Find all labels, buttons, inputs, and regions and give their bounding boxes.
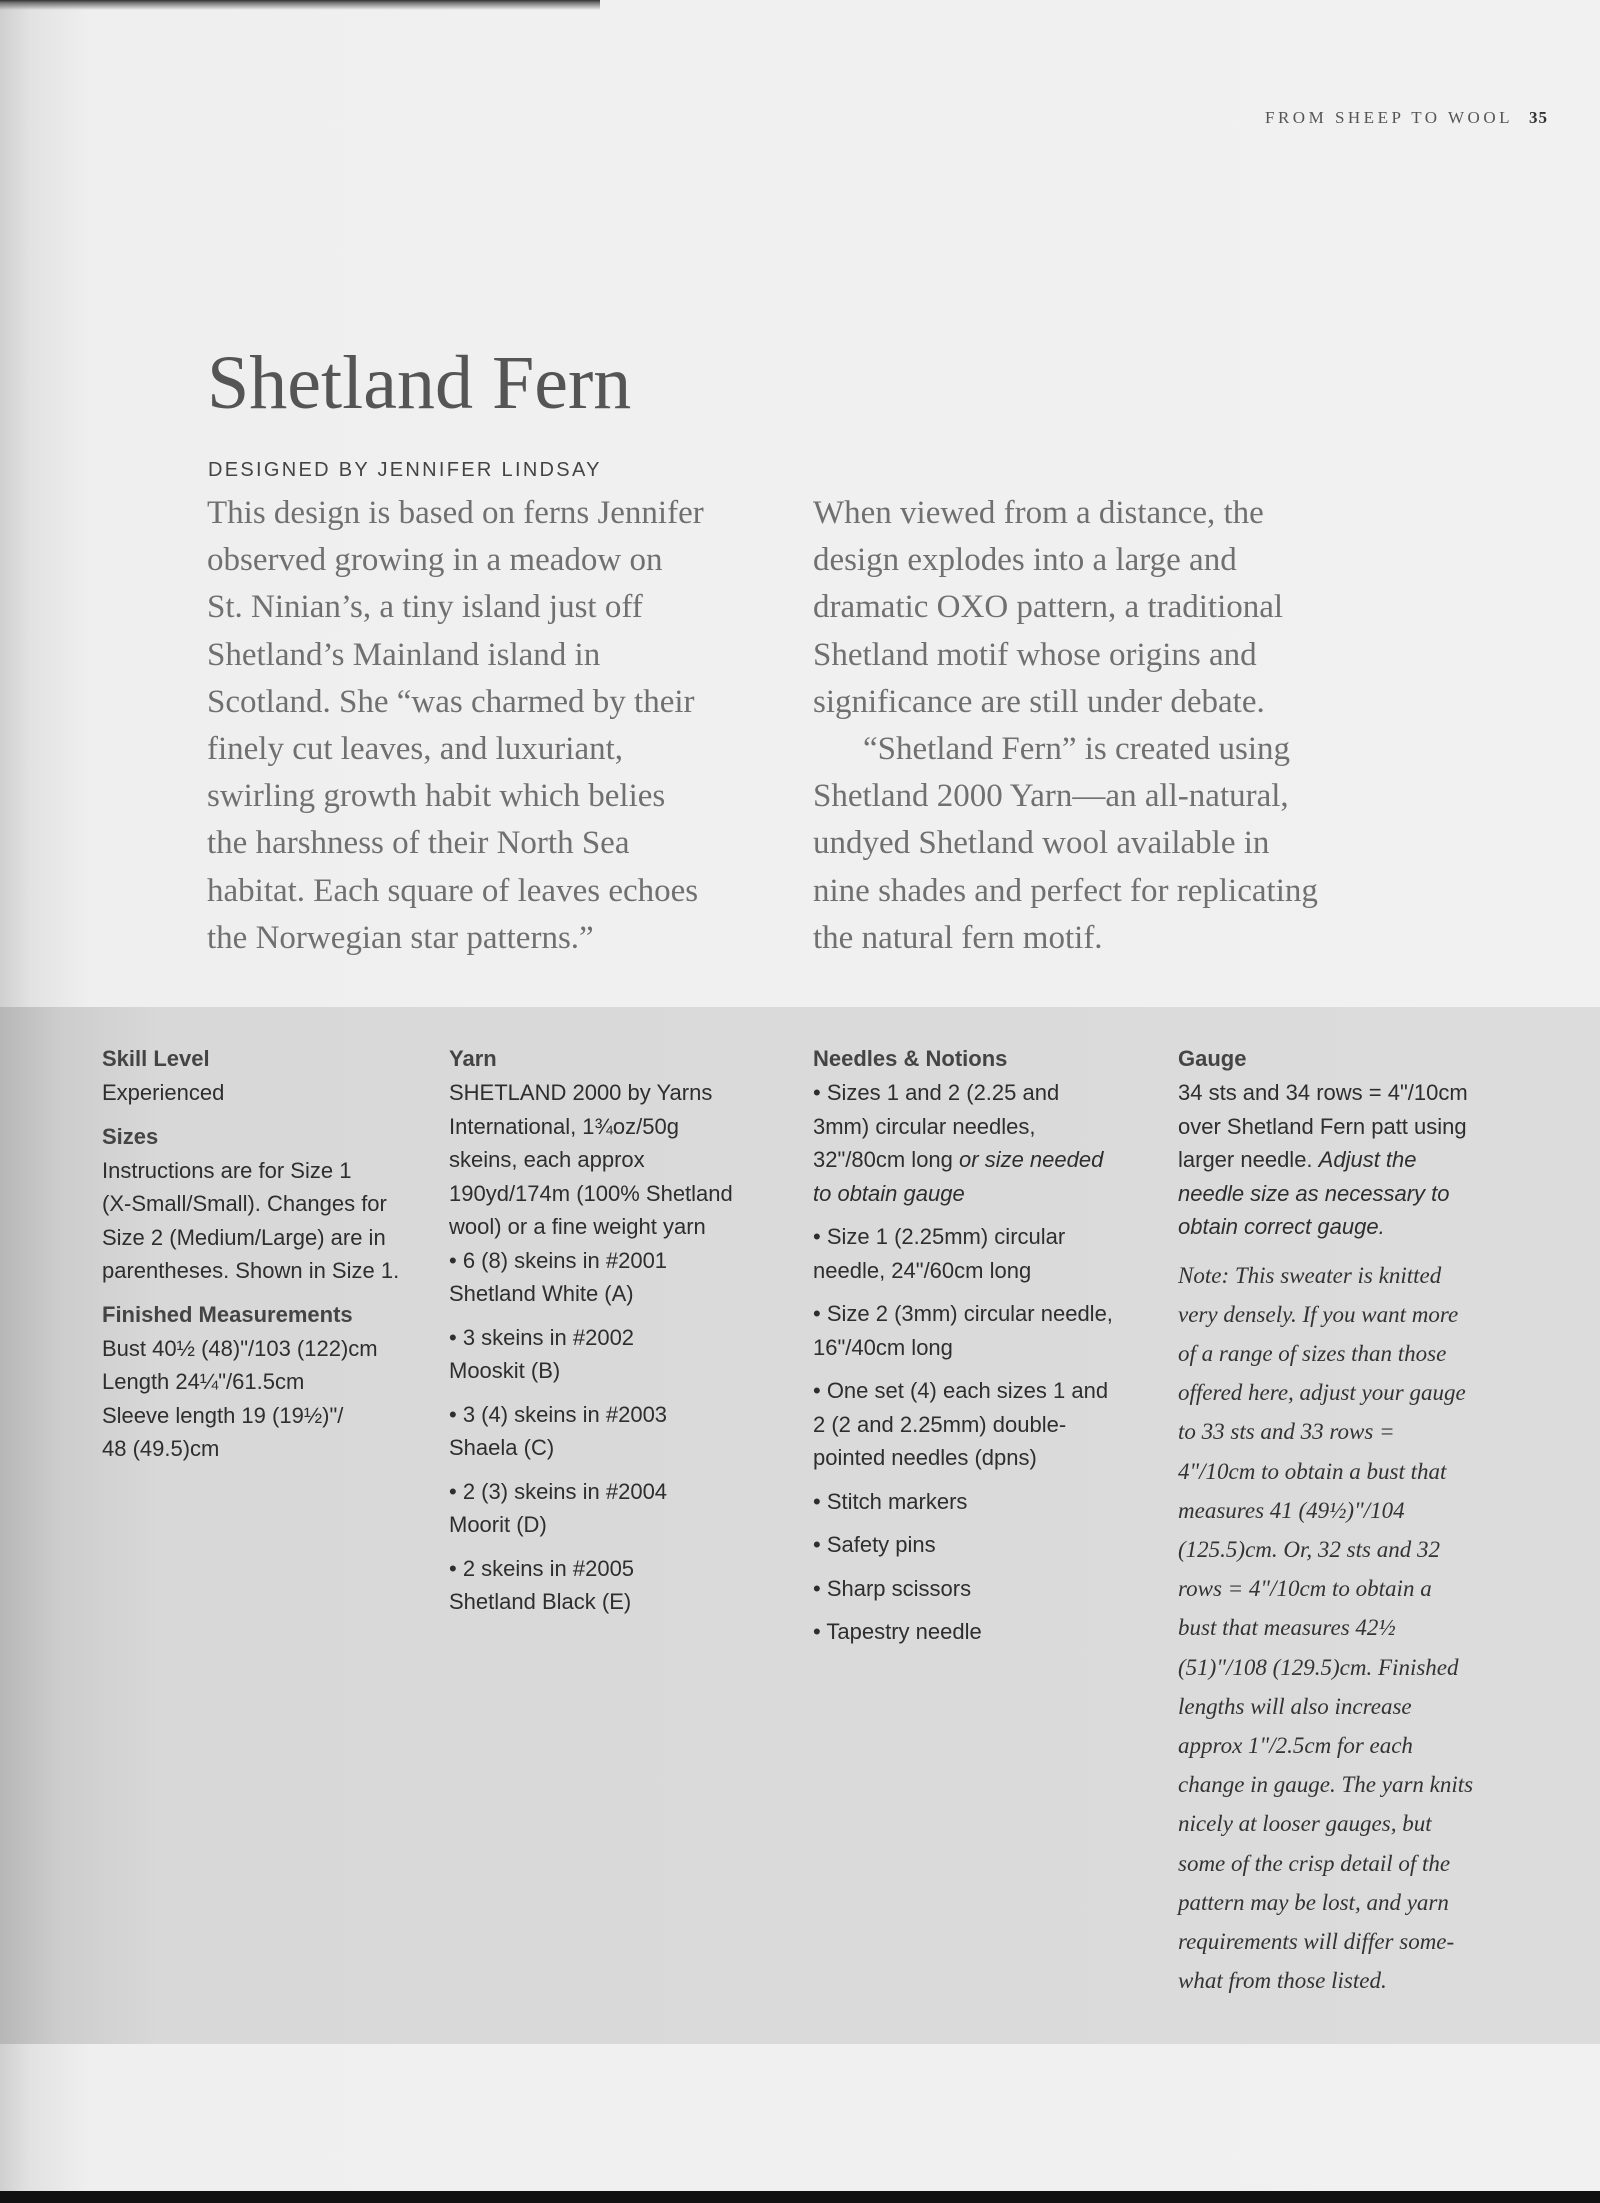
needle-item-line: 16"/40cm long xyxy=(813,1334,953,1360)
needles-heading: Needles & Notions xyxy=(813,1046,1008,1071)
intro-right-column xyxy=(813,490,1433,962)
pattern-title: Shetland Fern xyxy=(207,341,632,425)
yarn-item-line: • 6 (8) skeins in #2001 xyxy=(449,1247,668,1273)
measurement-line: Bust 40½ (48)"/103 (122)cm xyxy=(102,1335,378,1361)
needle-item-line: • Size 1 (2.25mm) circular xyxy=(813,1224,1066,1249)
scan-bottom-edge xyxy=(0,2191,1600,2203)
needle-item xyxy=(813,1076,1153,1210)
notion-item xyxy=(813,1485,1153,1519)
notion-item xyxy=(813,1615,1153,1649)
yarn-item xyxy=(449,1321,789,1388)
info-column-needles xyxy=(813,1046,1153,1659)
note-line: approx 1"/2.5cm for each xyxy=(1178,1732,1413,1758)
intro-line: the harshness of their North Sea xyxy=(207,825,630,862)
yarn-item-line: • 2 (3) skeins in #2004 xyxy=(449,1478,668,1504)
needle-item-line: 2 (2 and 2.25mm) double- xyxy=(813,1411,1067,1437)
notion-item xyxy=(813,1572,1153,1606)
yarn-intro-line: 190yd/174m (100% Shetland xyxy=(449,1180,733,1206)
intro-line: nine shades and perfect for replicating xyxy=(813,872,1318,909)
yarn-intro-line: wool) or a fine weight yarn xyxy=(449,1214,706,1239)
needle-length-text: 32"/80cm long xyxy=(813,1147,960,1172)
sizes-line: Instructions are for Size 1 xyxy=(102,1157,352,1183)
note-line: lengths will also increase xyxy=(1178,1693,1412,1719)
sizes-line: Size 2 (Medium/Large) are in xyxy=(102,1224,386,1250)
sizes-heading: Sizes xyxy=(102,1123,159,1149)
needle-item-line: • One set (4) each sizes 1 and xyxy=(813,1378,1109,1403)
note-line: (51)"/108 (129.5)cm. Finished xyxy=(1178,1654,1459,1680)
gauge-adjust-note: needle size as necessary to xyxy=(1178,1180,1450,1206)
intro-line: undyed Shetland wool available in xyxy=(813,825,1270,862)
note-line: change in gauge. The yarn knits xyxy=(1178,1772,1474,1798)
gauge-heading: Gauge xyxy=(1178,1046,1247,1071)
needle-item xyxy=(813,1297,1153,1364)
intro-line: Shetland 2000 Yarn—an all-natural, xyxy=(813,778,1289,815)
note-line: Note: This sweater is knitted xyxy=(1178,1262,1442,1288)
needle-item-line xyxy=(813,1143,1153,1177)
intro-line: significance are still under debate. xyxy=(813,683,1265,720)
skill-level-heading: Skill Level xyxy=(102,1046,210,1071)
intro-line: habitat. Each square of leaves echoes xyxy=(207,872,699,909)
intro-line: dramatic OXO pattern, a traditional xyxy=(813,589,1284,626)
yarn-item-line: Mooskit (B) xyxy=(449,1358,561,1383)
intro-line: swirling growth habit which belies xyxy=(207,778,666,815)
running-head xyxy=(1265,108,1548,128)
running-head-text: FROM SHEEP TO WOOL xyxy=(1265,108,1513,127)
yarn-item-line: • 3 skeins in #2002 xyxy=(449,1324,635,1350)
intro-line: Scotland. She “was charmed by their xyxy=(207,683,695,720)
page-edge-shadow xyxy=(0,0,600,10)
intro-line: design explodes into a large and xyxy=(813,542,1237,579)
yarn-heading: Yarn xyxy=(449,1046,497,1071)
page-number: 35 xyxy=(1529,108,1548,127)
gauge-line: 34 sts and 34 rows = 4"/10cm xyxy=(1178,1080,1468,1105)
note-line: pattern may be lost, and yarn xyxy=(1178,1889,1449,1915)
needle-item-line: • Sizes 1 and 2 (2.25 and xyxy=(813,1080,1060,1105)
notion-item-line: • Tapestry needle xyxy=(813,1619,982,1644)
yarn-item xyxy=(449,1244,789,1311)
notion-item-line: • Sharp scissors xyxy=(813,1575,972,1601)
designer-byline: DESIGNED BY JENNIFER LINDSAY xyxy=(208,459,602,481)
measurement-line: Length 24¼"/61.5cm xyxy=(102,1369,305,1394)
yarn-item-line: Shetland White (A) xyxy=(449,1281,634,1306)
gauge-adjust-note: Adjust the xyxy=(1318,1147,1417,1172)
yarn-item-line: Shetland Black (E) xyxy=(449,1589,632,1614)
yarn-intro-line: SHETLAND 2000 by Yarns xyxy=(449,1080,713,1105)
sizes-line: (X-Small/Small). Changes for xyxy=(102,1191,387,1216)
skill-level-section xyxy=(102,1046,432,1110)
gauge-adjust-note: obtain correct gauge. xyxy=(1178,1214,1385,1239)
intro-line: observed growing in a meadow on xyxy=(207,542,663,579)
gauge-line xyxy=(1178,1143,1523,1177)
intro-line: finely cut leaves, and luxuriant, xyxy=(207,731,624,768)
note-line: nicely at looser gauges, but xyxy=(1178,1811,1432,1837)
finished-measurements-heading: Finished Measurements xyxy=(102,1301,353,1327)
intro-line: the natural fern motif. xyxy=(813,919,1103,956)
yarn-item xyxy=(449,1475,789,1542)
gauge-line: over Shetland Fern patt using xyxy=(1178,1113,1467,1139)
yarn-item-line: Moorit (D) xyxy=(449,1512,547,1537)
finished-measurements-section xyxy=(102,1302,432,1466)
intro-line: “Shetland Fern” is created using xyxy=(863,731,1291,768)
intro-line: the Norwegian star patterns.” xyxy=(207,919,594,956)
yarn-item-line: Shaela (C) xyxy=(449,1435,555,1460)
measurement-line: Sleeve length 19 (19½)"/ xyxy=(102,1402,344,1428)
info-column-yarn xyxy=(449,1046,789,1629)
needle-item-line: needle, 24"/60cm long xyxy=(813,1257,1032,1283)
note-line: what from those listed. xyxy=(1178,1968,1387,1994)
note-line: requirements will differ some- xyxy=(1178,1928,1455,1954)
note-line: 4"/10cm to obtain a bust that xyxy=(1178,1458,1447,1484)
note-line: bust that measures 42½ xyxy=(1178,1615,1396,1641)
intro-left-column xyxy=(207,490,807,962)
needle-gauge-note: or size needed xyxy=(959,1147,1104,1172)
sizes-section xyxy=(102,1124,432,1288)
notion-item xyxy=(813,1528,1153,1562)
yarn-item xyxy=(449,1398,789,1465)
needle-item-line: 3mm) circular needles, xyxy=(813,1113,1036,1139)
note-line: (125.5)cm. Or, 32 sts and 32 xyxy=(1178,1536,1440,1562)
intro-line: St. Ninian’s, a tiny island just off xyxy=(207,589,643,626)
needle-gauge-note: to obtain gauge xyxy=(813,1180,965,1206)
intro-line: Shetland’s Mainland island in xyxy=(207,636,601,673)
intro-line: When viewed from a distance, the xyxy=(813,495,1264,531)
note-line: some of the crisp detail of the xyxy=(1178,1850,1451,1876)
notion-item-line: • Safety pins xyxy=(813,1532,936,1557)
yarn-item xyxy=(449,1552,789,1619)
yarn-item-line: • 3 (4) skeins in #2003 xyxy=(449,1401,668,1427)
yarn-item-line: • 2 skeins in #2005 xyxy=(449,1555,635,1581)
sizes-line: parentheses. Shown in Size 1. xyxy=(102,1258,400,1283)
gauge-text: larger needle. xyxy=(1178,1147,1319,1172)
needle-item-line: pointed needles (dpns) xyxy=(813,1445,1037,1470)
needle-item xyxy=(813,1220,1153,1287)
measurement-line: 48 (49.5)cm xyxy=(102,1436,220,1461)
note-line: very densely. If you want more xyxy=(1178,1301,1459,1327)
note-line: rows = 4"/10cm to obtain a xyxy=(1178,1576,1432,1602)
info-column-gauge xyxy=(1178,1046,1523,2000)
note-line: measures 41 (49½)"/104 xyxy=(1178,1497,1405,1523)
skill-level-value: Experienced xyxy=(102,1080,225,1105)
needle-item xyxy=(813,1374,1153,1475)
yarn-intro-line: skeins, each approx xyxy=(449,1147,645,1172)
note-line: to 33 sts and 33 rows = xyxy=(1178,1419,1395,1445)
info-column-specs xyxy=(102,1046,432,1480)
gauge-note xyxy=(1178,1256,1523,2001)
needle-item-line: • Size 2 (3mm) circular needle, xyxy=(813,1301,1113,1326)
intro-line: This design is based on ferns Jennifer xyxy=(207,495,704,531)
intro-line: Shetland motif whose origins and xyxy=(813,636,1257,673)
yarn-intro-line: International, 1¾oz/50g xyxy=(449,1113,679,1139)
note-line: offered here, adjust your gauge xyxy=(1178,1380,1466,1406)
notion-item-line: • Stitch markers xyxy=(813,1488,968,1514)
note-line: of a range of sizes than those xyxy=(1178,1340,1447,1366)
